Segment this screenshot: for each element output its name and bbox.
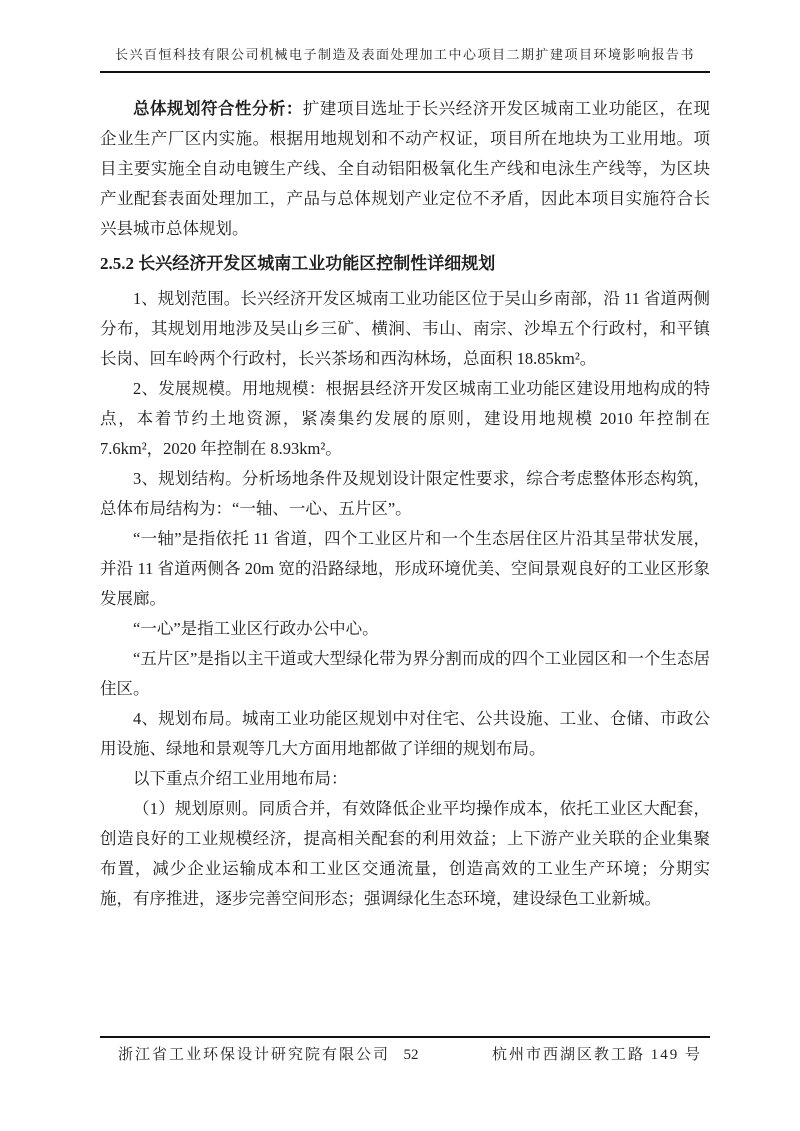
paragraph-planning-scope: 1、规划范围。长兴经济开发区城南工业功能区位于吴山乡南部，沿 11 省道两侧分布，其规划用地涉及吴山乡三矿、横涧、韦山、南宗、沙埠五个行政村，和平镇长岗、回车岭两个行政村，长兴茶场和西沟林场，总面积 18.85km²。 xyxy=(100,289,710,368)
paragraph-five-districts: “五片区”是指以主干道或大型绿化带为界分割而成的四个工业园区和一个生态居住区。 xyxy=(100,649,710,698)
page-header xyxy=(100,44,710,63)
report-title: 长兴百恒科技有限公司机械电子制造及表面处理加工中心项目二期扩建项目环境影响报告书 xyxy=(114,47,695,62)
overall-analysis-text: 扩建项目选址于长兴经济开发区城南工业功能区，在现企业生产厂区内实施。根据用地规划和不动产权证，项目所在地块为工业用地。项目主要实施全自动电镀生产线、全自动铝阳极氧化生产线和电泳生产线等，为区块产业配套表面处理加工，产品与总体规划产业定位不矛盾，因此本项目实施符合长兴县城市总体规划。 xyxy=(100,99,711,238)
footer-address: 杭州市西湖区教工路 149 号 xyxy=(491,1047,702,1063)
footer-page-number: 52 xyxy=(403,1047,419,1063)
paragraph-industrial-land-intro: 以下重点介绍工业用地布局： xyxy=(133,769,348,788)
footer-rule xyxy=(100,1036,710,1038)
paragraph-planning-principles: （1）规划原则。同质合并，有效降低企业平均操作成本，依托工业区大配套，创造良好的工业规模经济，提高相关配套的利用效益；上下游产业关联的企业集聚布置，减少企业运输成本和工业区交通流量，创造高效的工业生产环境；分期实施，有序推进，逐步完善空间形态；强调绿化生态环境，建设绿色工业新城。 xyxy=(100,799,710,908)
header-rule xyxy=(100,71,710,73)
paragraph-planning-structure: 3、规划结构。分析场地条件及规划设计限定性要求，综合考虑整体形态构筑，总体布局结构为：“一轴、一心、五片区”。 xyxy=(100,469,710,518)
document-body xyxy=(100,94,710,914)
paragraph-one-center: “一心”是指工业区行政办公中心。 xyxy=(133,619,379,638)
paragraph-planning-layout: 4、规划布局。城南工业功能区规划中对住宅、公共设施、工业、仓储、市政公用设施、绿地和景观等几大方面用地都做了详细的规划布局。 xyxy=(100,709,710,758)
paragraph-overall-analysis xyxy=(100,94,710,244)
paragraph-development-scale: 2、发展规模。用地规模：根据县经济开发区城南工业功能区建设用地构成的特点，本着节约土地资源，紧凑集约发展的原则，建设用地规模 2010 年控制在 7.6km²，2020 年控制在 8.93km²。 xyxy=(100,379,710,458)
section-heading-2-5-2: 2.5.2 长兴经济开发区城南工业功能区控制性详细规划 xyxy=(100,254,496,273)
footer-company-name: 浙江省工业环保设计研究院有限公司 xyxy=(118,1047,391,1063)
overall-analysis-lead: 总体规划符合性分析： xyxy=(133,99,303,118)
paragraph-one-axis: “一轴”是指依托 11 省道，四个工业区片和一个生态居住区片沿其呈带状发展，并沿 11 省道两侧各 20m 宽的沿路绿地，形成环境优美、空间景观良好的工业区形象发展廊。 xyxy=(100,529,710,608)
page-footer xyxy=(100,1043,710,1064)
